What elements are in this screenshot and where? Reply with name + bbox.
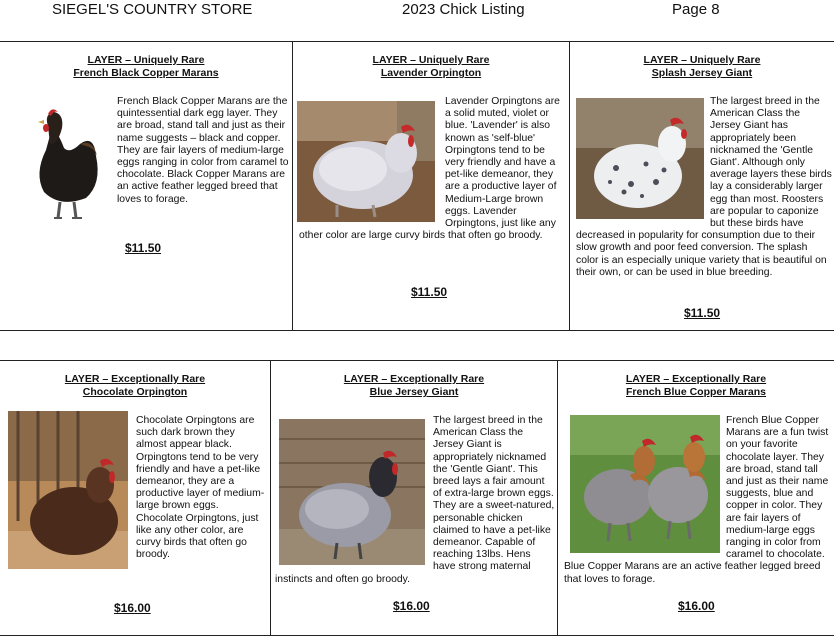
card-category: LAYER – Uniquely Rare [643, 54, 761, 66]
card-price: $16.00 [678, 599, 715, 613]
listing-row-1 [0, 41, 834, 331]
card-price: $16.00 [114, 601, 151, 615]
bird-card-black-copper-marans [0, 42, 292, 330]
card-breed: French Blue Copper Marans [625, 386, 767, 398]
card-title [0, 54, 292, 80]
bird-card-french-blue-copper-marans [558, 361, 834, 635]
card-description: Lavender Orpingtons are a solid muted, violet or blue. 'Lavender' is also known as 'self-blue' Orpingtons tend to be very friendly and have a pet-like demeanor, they are a productive layer of Medium-Large brown eggs. Lavender Orpingtons, just like any other color are large curvy birds that often go broody. [299, 96, 560, 242]
card-category: LAYER – Exceptionally Rare [343, 373, 485, 385]
listing-title: 2023 Chick Listing [402, 1, 525, 18]
page-header [0, 0, 834, 40]
listing-row-2 [0, 360, 834, 636]
bird-card-lavender-orpington [293, 42, 569, 330]
card-breed: Chocolate Orpington [82, 386, 188, 398]
black-copper-marans-photo [24, 104, 104, 224]
card-breed: French Black Copper Marans [73, 67, 219, 79]
card-description: The largest breed in the American Class the Jersey Giant is appropriately nicknamed the 'Gentle Giant'. This breed lays a fair amount of extra-large brown eggs. They are a sweet-natured, personable chicken claimed to have a pet-like demeanor. Capable of reaching 13lbs. Hens have strong maternal instincts and often go broody. [275, 415, 555, 585]
card-title [0, 373, 270, 399]
card-description: Chocolate Orpingtons are such dark brown they almost appear black. Orpingtons tend to be very friendly and have a pet-like demeanor, they are a productive layer of medium-large brown eggs. Chocolate Orpingtons, just like any other color, are curvy birds that often go broody. [136, 415, 265, 561]
card-category: LAYER – Uniquely Rare [87, 54, 205, 66]
card-category: LAYER – Exceptionally Rare [64, 373, 206, 385]
card-title [271, 373, 557, 399]
card-description: French Black Copper Marans are the quintessential dark egg layer. They are broad, stand tall and just as their name suggests – black and copper. They are fair layers of medium-large eggs ranging in color from caramel to chocolate. Black Copper Marans are an active feather legged breed that loves to forage. [117, 96, 289, 205]
bird-card-blue-jersey-giant [271, 361, 557, 635]
card-description: French Blue Copper Marans are a fun twist on your favorite chocolate layer. They are broad, stand tall and just as their name suggests, blue and copper in color. They are fair layers of medium-large eggs ranging in color from caramel to chocolate. Blue Copper Marans are an active feather legged breed that loves to forage. [564, 415, 829, 585]
card-price: $16.00 [393, 599, 430, 613]
card-breed: Splash Jersey Giant [651, 67, 753, 79]
card-title [558, 373, 834, 399]
bird-card-splash-jersey-giant [570, 42, 834, 330]
card-breed: Lavender Orpington [380, 67, 482, 79]
bird-card-chocolate-orpington [0, 361, 270, 635]
card-price: $11.50 [125, 241, 162, 255]
card-category: LAYER – Uniquely Rare [372, 54, 490, 66]
page-number: Page 8 [672, 1, 720, 18]
card-category: LAYER – Exceptionally Rare [625, 373, 767, 385]
store-name: SIEGEL'S COUNTRY STORE [52, 1, 253, 18]
card-breed: Blue Jersey Giant [369, 386, 459, 398]
card-price: $11.50 [684, 306, 721, 320]
card-title [570, 54, 834, 80]
card-title [293, 54, 569, 80]
card-price: $11.50 [411, 285, 448, 299]
card-description: The largest breed in the American Class the Jersey Giant has appropriately been nicknamed the 'Gentle Giant'. Although only average layers these birds lay a considerably larger egg than most. Roosters are popular to caponize but these birds have decreased in popularity for consumption due to their slow growth and poor feed conversion. The splash color is an especially unique variety that is beautiful on their own, or can be used in blue breeding. [576, 96, 832, 278]
